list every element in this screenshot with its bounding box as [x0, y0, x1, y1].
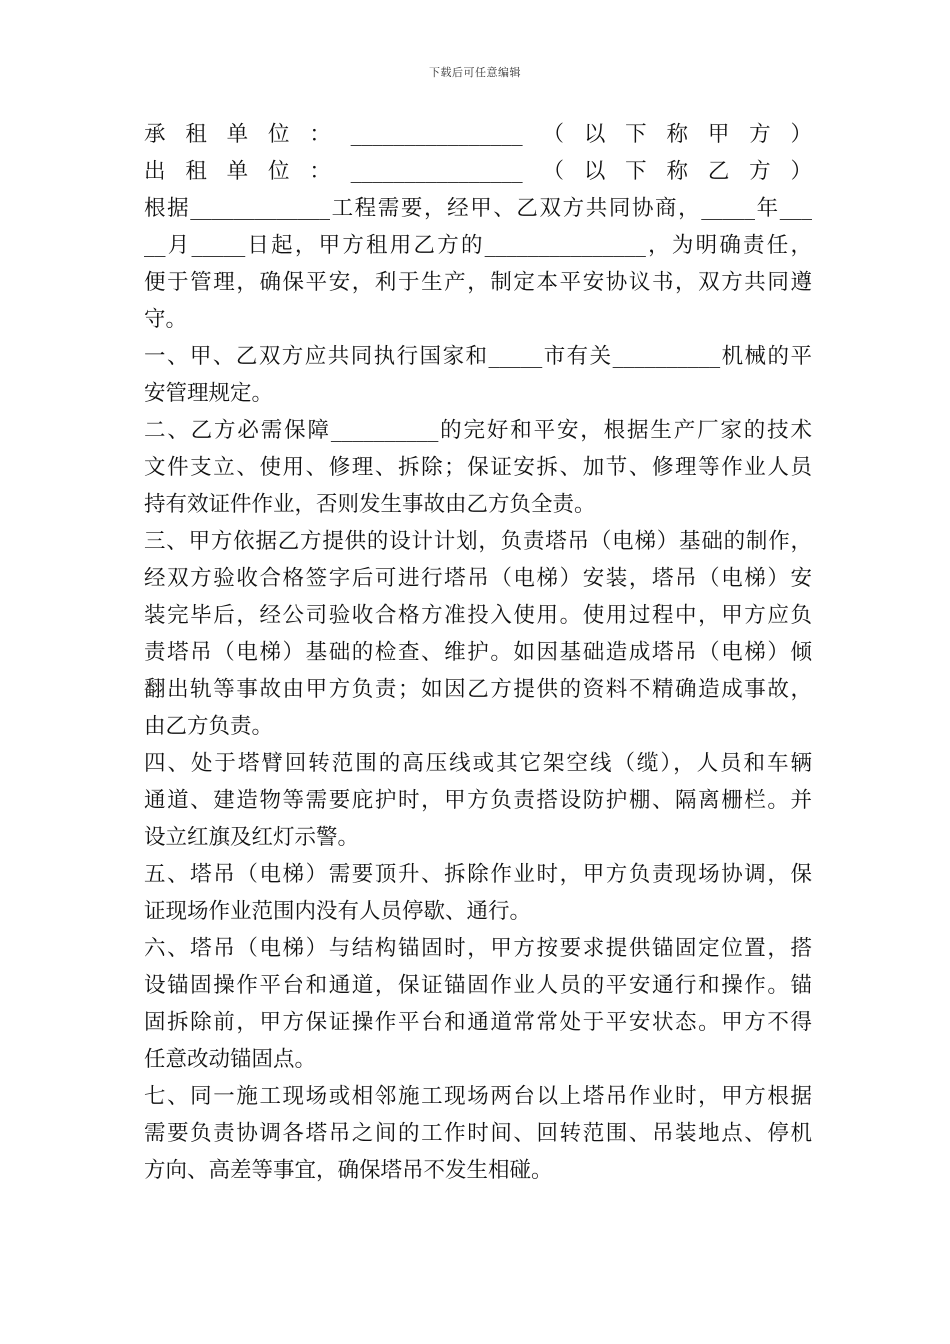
text-line: __月_____日起，甲方租用乙方的_______________，为明确责任， [144, 233, 812, 258]
text-line: 便于管理，确保平安，利于生产，制定本平安协议书，双方共同遵 [144, 270, 812, 295]
text-line: 出租单位：________________（以下称乙方） [144, 159, 812, 184]
text-line: 装完毕后，经公司验收合格方准投入使用。使用过程中，甲方应负 [144, 603, 812, 628]
text-line: 固拆除前，甲方保证操作平台和通道常常处于平安状态。甲方不得 [144, 1010, 812, 1035]
text-line: 五、塔吊（电梯）需要顶升、拆除作业时，甲方负责现场协调，保 [144, 862, 812, 887]
text-line: 六、塔吊（电梯）与结构锚固时，甲方按要求提供锚固定位置，搭 [144, 936, 812, 961]
text-line: 证现场作业范围内没有人员停歇、通行。 [144, 899, 532, 924]
text-line: 承租单位：________________（以下称甲方） [144, 122, 812, 147]
text-line: 三、甲方依据乙方提供的设计计划，负责塔吊（电梯）基础的制作， [144, 529, 812, 554]
text-line: 七、同一施工现场或相邻施工现场两台以上塔吊作业时，甲方根据 [144, 1084, 812, 1109]
text-line: 一、甲、乙双方应共同执行国家和_____市有关__________机械的平 [144, 344, 812, 369]
text-line: 设立红旗及红灯示警。 [144, 825, 360, 850]
text-line: 翻出轨等事故由甲方负责；如因乙方提供的资料不精确造成事故， [144, 677, 812, 702]
text-line: 二、乙方必需保障__________的完好和平安，根据生产厂家的技术 [144, 418, 812, 443]
text-line: 由乙方负责。 [144, 714, 274, 739]
text-line: 四、处于塔臂回转范围的高压线或其它架空线（缆），人员和车辆 [144, 751, 812, 776]
document-body [144, 116, 812, 1189]
text-line: 需要负责协调各塔吊之间的工作时间、回转范围、吊装地点、停机 [144, 1121, 812, 1146]
text-line: 持有效证件作业，否则发生事故由乙方负全责。 [144, 492, 596, 517]
text-line: 设锚固操作平台和通道，保证锚固作业人员的平安通行和操作。锚 [144, 973, 812, 998]
text-line: 安管理规定。 [144, 381, 274, 406]
text-line: 文件支立、使用、修理、拆除；保证安拆、加节、修理等作业人员 [144, 455, 812, 480]
text-line: 方向、高差等事宜，确保塔吊不发生相碰。 [144, 1158, 553, 1183]
text-line: 根据_____________工程需要，经甲、乙双方共同协商，_____年___ [144, 196, 812, 221]
text-line: 守。 [144, 307, 188, 332]
page-header-note: 下载后可任意编辑 [429, 66, 521, 79]
text-line: 经双方验收合格签字后可进行塔吊（电梯）安装，塔吊（电梯）安 [144, 566, 812, 591]
text-line: 通道、建造物等需要庇护时，甲方负责搭设防护棚、隔离栅栏。并 [144, 788, 812, 813]
text-line: 任意改动锚固点。 [144, 1047, 317, 1072]
text-line: 责塔吊（电梯）基础的检查、维护。如因基础造成塔吊（电梯）倾 [144, 640, 812, 665]
